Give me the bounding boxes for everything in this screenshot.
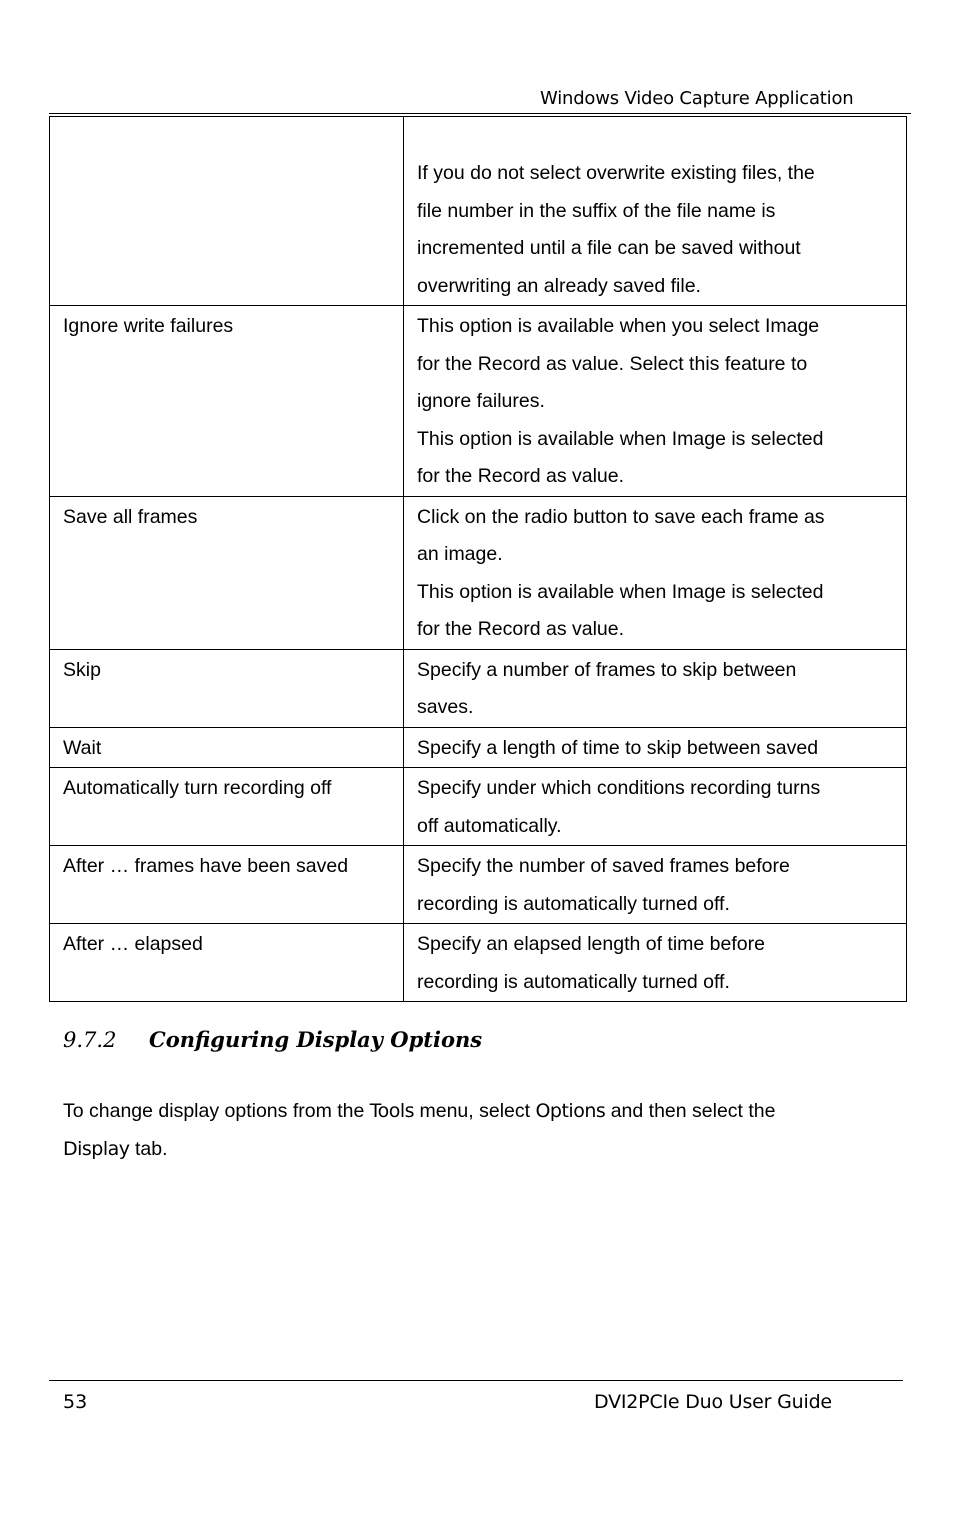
table-row — [50, 117, 907, 306]
option-cell: After … elapsed — [50, 924, 404, 1002]
description-line: for the Record as value. — [417, 618, 625, 640]
options-table — [49, 116, 907, 1002]
description-line: If you do not select overwrite existing files, the — [417, 162, 815, 184]
description-line: incremented until a file can be saved without — [417, 237, 801, 259]
description-cell — [404, 727, 907, 768]
footer-rule — [49, 1380, 903, 1381]
paragraph-text: tab. — [129, 1138, 168, 1160]
description-line: This option is available when you select Image — [417, 315, 820, 337]
description-line: This option is available when Image is selected — [417, 427, 824, 450]
option-cell: Save all frames — [50, 496, 404, 649]
description-line: Specify under which conditions recording turns — [417, 777, 821, 799]
description-cell — [404, 496, 907, 649]
table-row — [50, 924, 907, 1002]
description-cell — [404, 924, 907, 1002]
description-line: Specify the number of saved frames before — [417, 855, 790, 877]
description-cell — [404, 306, 907, 497]
options-menu-reference: Options — [535, 1100, 606, 1122]
description-line: Specify a number of frames to skip between — [417, 658, 797, 681]
description-line: off automatically. — [417, 814, 562, 837]
table-row — [50, 306, 907, 497]
option-cell: Automatically turn recording off — [50, 768, 404, 846]
header-rule — [49, 113, 911, 114]
section-title: Configuring Display Options — [149, 1027, 483, 1052]
description-cell — [404, 768, 907, 846]
running-header: Windows Video Capture Application — [540, 88, 854, 109]
description-line: Specify an elapsed length of time before — [417, 933, 765, 955]
description-line: file number in the suffix of the file name is — [417, 199, 776, 222]
description-line: saves. — [417, 696, 474, 718]
page-number: 53 — [63, 1391, 88, 1413]
table-row — [50, 496, 907, 649]
description-cell — [404, 846, 907, 924]
option-cell: After … frames have been saved — [50, 846, 404, 924]
paragraph-text: To change display options from the — [63, 1100, 370, 1122]
description-line: This option is available when Image is selected — [417, 580, 824, 603]
option-cell: Ignore write failures — [50, 306, 404, 497]
option-cell — [50, 117, 404, 306]
description-line: ignore failures. — [417, 390, 545, 412]
description-cell — [404, 117, 907, 306]
description-line: overwriting an already saved file. — [417, 274, 701, 297]
table-row — [50, 846, 907, 924]
description-line: recording is automatically turned off. — [417, 970, 730, 993]
paragraph-text: menu, select — [414, 1100, 536, 1122]
display-tab-reference: Display — [63, 1138, 130, 1160]
table-row — [50, 649, 907, 727]
description-cell — [404, 649, 907, 727]
section-heading — [63, 1027, 482, 1052]
description-line: for the Record as value. Select this feature to — [417, 352, 808, 375]
description-line: for the Record as value. — [417, 465, 625, 487]
description-line: an image. — [417, 543, 503, 565]
section-number: 9.7.2 — [63, 1028, 117, 1052]
body-paragraph — [63, 1092, 883, 1168]
footer-guide-title: DVI2PCIe Duo User Guide — [594, 1391, 832, 1413]
description-line: Specify a length of time to skip between saved — [417, 736, 819, 759]
table-row — [50, 768, 907, 846]
option-cell: Skip — [50, 649, 404, 727]
table-row — [50, 727, 907, 768]
paragraph-text: and then select the — [605, 1100, 776, 1122]
description-line: recording is automatically turned off. — [417, 892, 730, 915]
description-line: Click on the radio button to save each frame as — [417, 505, 825, 528]
option-cell: Wait — [50, 727, 404, 768]
tools-menu-reference: Tools — [369, 1100, 415, 1122]
